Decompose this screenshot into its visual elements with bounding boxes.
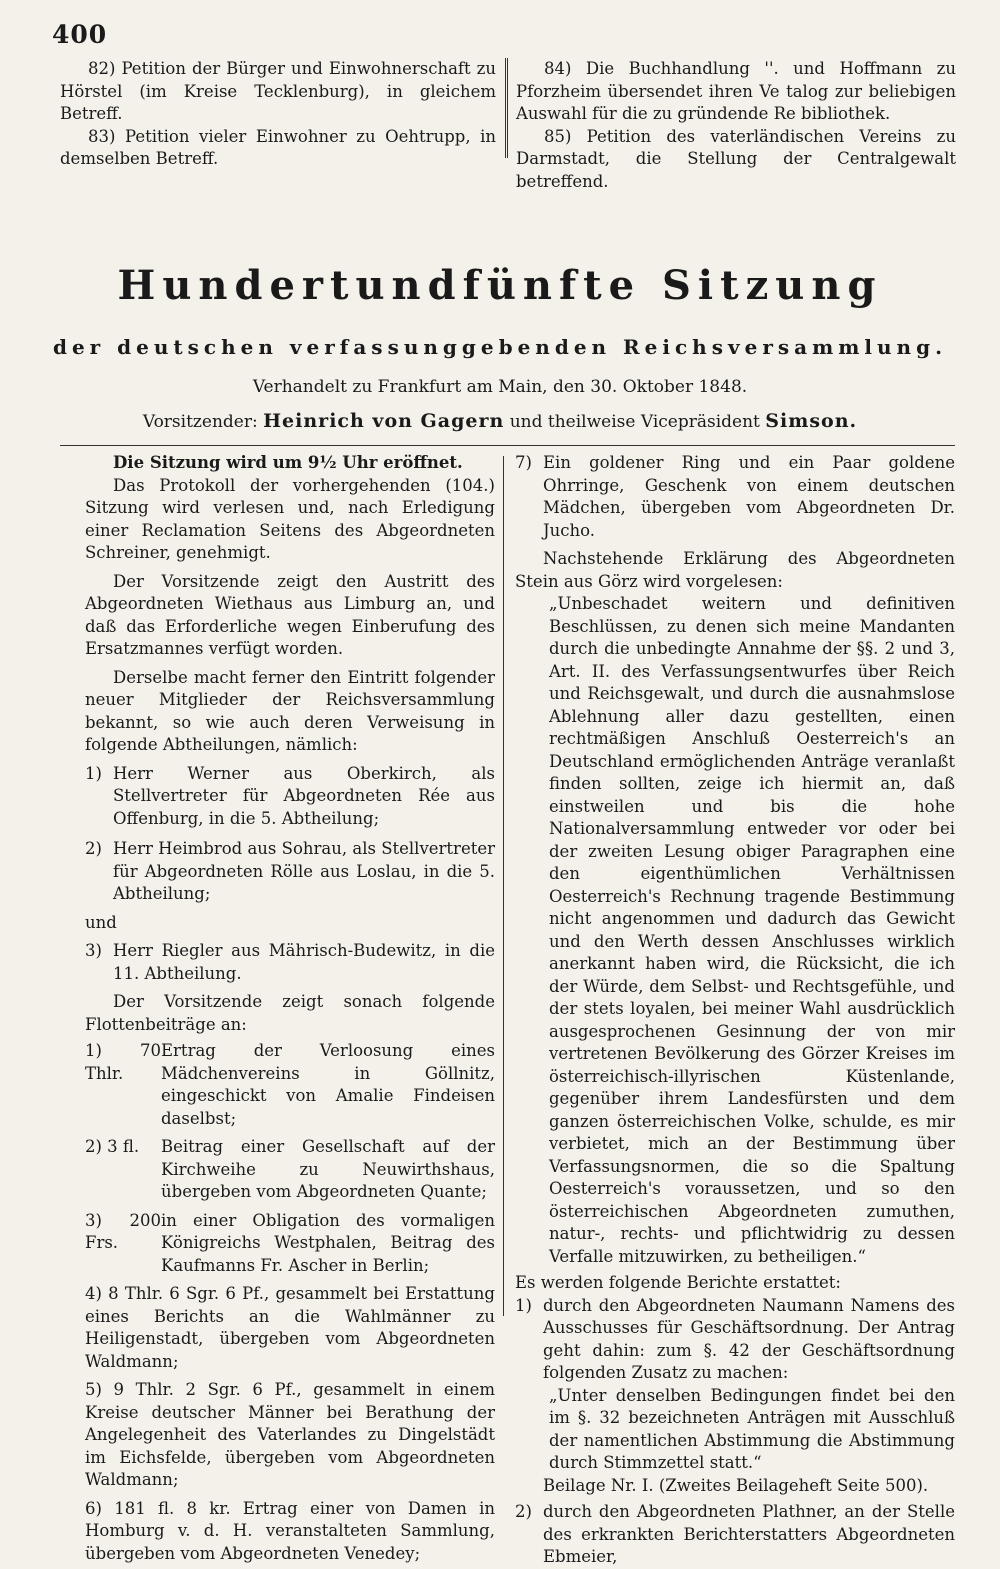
item-number: 3) xyxy=(85,941,102,960)
flotte-list xyxy=(85,1040,495,1565)
list-item xyxy=(515,1501,955,1569)
list-item xyxy=(85,1136,495,1204)
item-text: Ein goldener Ring und ein Paar goldene Ohrringe, Geschenk von einem deutschen Mädchen, übergeben vom Abgeordneten Dr. Jucho. xyxy=(543,453,955,540)
list-item xyxy=(85,1210,495,1278)
petition-84: 84) Die Buchhandlung ''. und Hoffmann zu Pforzheim übersendet ihren Ve talog zur beliebigen Auswahl für die zu gründende Re bibliothek. xyxy=(516,59,956,123)
item-text: Herr Heimbrod aus Sohrau, als Stellvertreter für Abgeordneten Rölle aus Loslau, in die 5. Abtheilung; xyxy=(113,839,495,903)
page-number: 400 xyxy=(52,20,108,49)
vice-name: Simson. xyxy=(765,410,858,432)
protokoll-paragraph: Das Protokoll der vorhergehenden (104.) Sitzung wird verlesen und, nach Erledigung einer Reclamation Seitens des Abgeordneten Schreiner, genehmigt. xyxy=(85,475,495,562)
item-text: gesammelt in einem Kreise deutscher Männer bei Berathung der Angelegenheit des Vaterlandes zu Dingelstädt im Eichsfelde, übergeben vom Abgeordneten Waldmann; xyxy=(85,1380,495,1489)
opening-line: Die Sitzung wird um 9½ Uhr eröffnet. xyxy=(113,453,463,472)
list-item xyxy=(85,763,495,831)
top-left-column xyxy=(60,58,496,171)
item-number: 5) 9 Thlr. 2 Sgr. 6 Pf., xyxy=(85,1380,302,1399)
item-number: 1) xyxy=(85,763,102,783)
stein-declaration: „Unbeschadet weitern und definitiven Beschlüssen, zu denen sich meine Mandanten durch die unbedingte Annahme der §§. 2 und 3, Art. II. des Verfassungsentwurfes über Reich und Reichsgewalt, und durch die ausnahmslose Ablehnung aller dazu gestellten, einen rechtmäßigen Anschluß Oesterreich's an Deutschland ermöglichenden Anträge veranlaßt finden sollten, zeige ich hiermit an, daß einstweilen und bis die hohe Nationalversammlung entweder vor oder bei der zweiten Lesung obiger Paragraphen eine den eigenthümlichen Verhältnissen Oesterreich's Rechnung tragende Bestimmung nicht angenommen und dadurch das Gewicht und den Werth dessen Anschlusses wirklich anerkannt haben wird, die Rücksicht, die ich der Würde, dem Selbst- und Rechtsgefühle, und der stets loyalen, bei meiner Wahl ausdrücklich ausgesprochenen Gesinnung der von mir vertretenen Bevölkerung des Görzer Kreises im österreichisch-illyrischen Küstenlande, gegenüber ihrem Landesfürsten und dem ganzen österreichischen Volke, schulde, es mir verbietet, mich an der Bestimmung über Verfassungsnormen, die so die Spaltung Oesterreich's voraussetzen, und so den österreichischen Abgeordneten zumuthen, natur-, rechts- und pflichtwidrig zu dessen Verfalle mitzuwirken, zu betheiligen.“ xyxy=(549,594,955,1266)
petition-83: 83) Petition vieler Einwohner zu Oehtrupp, in demselben Betreff. xyxy=(60,126,496,168)
item-text xyxy=(125,912,495,935)
item-text: Herr Riegler aus Mährisch-Budewitz, in die 11. Abtheilung. xyxy=(113,941,495,983)
top-column-divider xyxy=(505,58,508,158)
list-item xyxy=(85,1040,495,1130)
header-rule xyxy=(60,445,955,446)
member-list xyxy=(85,763,495,986)
chair-name: Heinrich von Gagern xyxy=(263,410,505,432)
flotte-intro: Der Vorsitzende zeigt sonach folgende Flottenbeiträge an: xyxy=(85,992,495,1034)
beilage-note: Beilage Nr. I. (Zweites Beilageheft Seite 500). xyxy=(543,1475,929,1495)
austritt-paragraph: Der Vorsitzende zeigt den Austritt des Abgeordneten Wiethaus aus Limburg an, und daß das Erforderliche wegen Einberufung des Ersatzmannes verfügt worden. xyxy=(85,571,495,658)
item-text: gesammelt bei Erstattung eines Berichts an die Wahlmänner zu Heiligenstadt, übergeben vom Abgeordneten Waldmann; xyxy=(85,1284,495,1371)
session-dateline: Verhandelt zu Frankfurt am Main, den 30. Oktober 1848. xyxy=(252,377,748,397)
item-text: durch den Abgeordneten Naumann Namens des Ausschusses für Geschäftsordnung. Der Antrag geht dahin: zum §. 42 der Geschäftsordnung folgenden Zusatz zu machen: xyxy=(543,1295,955,1382)
chair-prefix: Vorsitzender: xyxy=(142,412,258,432)
session-header xyxy=(0,262,1000,432)
item-number: 4) 8 Thlr. 6 Sgr. 6 Pf., xyxy=(85,1284,270,1303)
column-divider xyxy=(503,456,504,1316)
left-column xyxy=(85,452,495,1565)
list-item xyxy=(85,1379,495,1492)
item-number: 3) 200 Frs. xyxy=(85,1210,161,1252)
item-number: 1) xyxy=(515,1295,532,1315)
session-subtitle: der deutschen verfassunggebenden Reichsversammlung. xyxy=(52,335,948,359)
list-item xyxy=(85,1498,495,1566)
list-item xyxy=(515,1295,955,1385)
list-item xyxy=(85,912,495,935)
item-text: in einer Obligation des vormaligen Königreichs Westphalen, Beitrag des Kaufmanns Fr. Ascher in Berlin; xyxy=(161,1210,495,1275)
list-item xyxy=(85,1283,495,1373)
item-text: durch den Abgeordneten Plathner, an der Stelle des erkrankten Berichterstatters Abgeordneten Ebmeier, xyxy=(543,1502,955,1566)
berichte-intro: Es werden folgende Berichte erstattet: xyxy=(515,1273,841,1292)
chair-line xyxy=(0,410,1000,432)
top-right-column xyxy=(516,58,956,193)
item-number: 2) xyxy=(85,839,102,858)
stein-intro: Nachstehende Erklärung des Abgeordneten Stein aus Görz wird vorgelesen: xyxy=(515,549,955,591)
item-text: Ertrag der Verloosung eines Mädchenvereins in Göllnitz, eingeschickt von Amalie Findeisen daselbst; xyxy=(161,1041,495,1128)
item-text: Ertrag einer von Damen in Homburg v. d. H. veranstalteten Sammlung, übergeben vom Abgeordneten Venedey; xyxy=(85,1498,495,1563)
list-item xyxy=(515,452,955,542)
item-number: 2) xyxy=(515,1502,532,1521)
list-item xyxy=(85,838,495,906)
item-number: 6) 181 fl. 8 kr. xyxy=(85,1498,231,1518)
item-number: und xyxy=(85,912,117,932)
list-item xyxy=(85,940,495,985)
session-title: Hundertundfünfte Sitzung xyxy=(117,262,883,309)
item-number: 7) xyxy=(515,453,532,472)
petition-85: 85) Petition des vaterländischen Vereins zu Darmstadt, die Stellung der Centralgewalt betreffend. xyxy=(516,126,956,191)
chair-mid: und theilweise Vicepräsident xyxy=(509,412,760,432)
item-text: Beitrag einer Gesellschaft auf der Kirchweihe zu Neuwirthshaus, übergeben vom Abgeordneten Quante; xyxy=(161,1137,495,1201)
item-text: Herr Werner aus Oberkirch, als Stellvertreter für Abgeordneten Rée aus Offenburg, in die 5. Abtheilung; xyxy=(113,763,495,828)
item-number: 1) 70 Thlr. xyxy=(85,1041,161,1083)
petition-82: 82) Petition der Bürger und Einwohnerschaft zu Hörstel (im Kreise Tecklenburg), in gleichem Betreff. xyxy=(60,59,496,123)
eintritt-paragraph: Derselbe macht ferner den Eintritt folgender neuer Mitglieder der Reichsversammlung bekannt, so wie auch deren Verweisung in folgende Abtheilungen, nämlich: xyxy=(85,667,495,754)
bericht1-quote: „Unter denselben Bedingungen findet bei den im §. 32 bezeichneten Anträgen mit Ausschluß der namentlichen Abstimmung die Abstimmung durch Stimmzettel statt.“ xyxy=(549,1385,955,1472)
right-column xyxy=(515,452,955,1569)
item-number: 2) 3 fl. xyxy=(85,1137,140,1156)
